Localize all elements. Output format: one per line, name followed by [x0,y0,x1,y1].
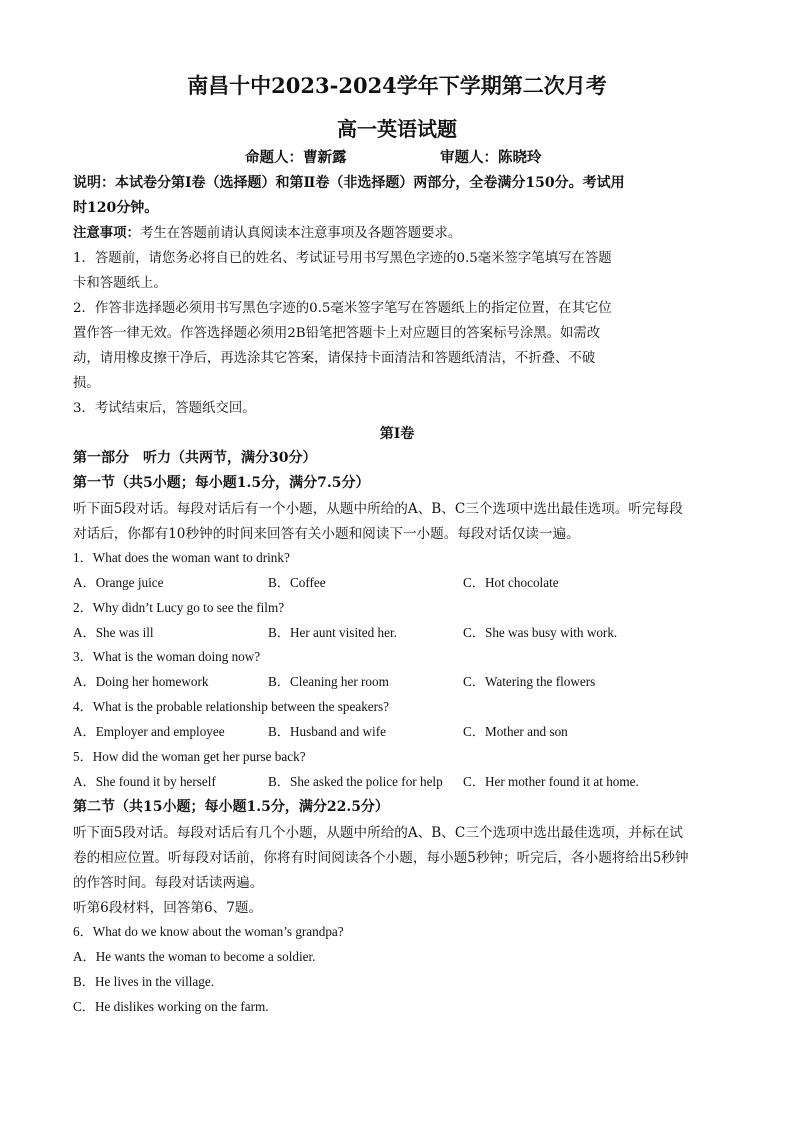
exam-title: 南昌十中2023-2024学年下学期第二次月考 [187,73,607,98]
section1-instruction-2: 对话后，你都有10秒钟的时间来回答有关小题和阅读下一小题。每段对话仅读一遍。 [73,526,580,542]
section2-instruction-2: 卷的相应位置。听每段对话前，你将有时间阅读各个小题，每小题5秒钟；听完后，各小题将给出5秒钟 [73,850,689,866]
question-3-option-c: C．Watering the flowers [463,674,596,689]
question-6-option-b: B．He lives in the village. [73,974,215,989]
setter-name: 命题人：曹新露 [245,149,347,166]
part1-heading: 第一部分 听力（共两节，满分30分） [73,450,317,466]
material-6-instruction: 听第6段材料，回答第6、7题。 [73,900,263,916]
question-1-stem: 1．What does the woman want to drink? [73,550,290,565]
intro-line-2: 时120分钟。 [73,200,159,216]
question-6-option-a: A．He wants the woman to become a soldier. [73,949,316,964]
notes-heading: 注意事项： [73,225,140,241]
question-2-stem: 2．Why didn’t Lucy go to see the film? [73,600,285,615]
volume-heading: 第Ⅰ卷 [379,426,415,442]
question-4-option-a: A．Employer and employee [73,724,225,739]
question-4-option-c: C．Mother and son [463,724,568,739]
question-6-stem: 6．What do we know about the woman’s grandpa? [73,924,344,939]
question-1-option-c: C．Hot chocolate [463,575,559,590]
section1-instruction-1: 听下面5段对话。每段对话后有一个小题，从题中所给的A、B、C三个选项中选出最佳选项。听完每段 [73,501,683,517]
note-1-line-a: 1．答题前，请您务必将自已的姓名、考试证号用书写黑色字迹的0.5毫米签字笔填写在答题 [73,251,612,266]
question-3-option-b: B．Cleaning her room [268,674,389,689]
notes-heading-rest: 考生在答题前请认真阅读本注意事项及各题答题要求。 [139,226,462,241]
question-5-stem: 5．How did the woman get her purse back? [73,749,306,764]
question-4-stem: 4．What is the probable relationship between the speakers? [73,699,390,714]
note-2-line-d: 损。 [73,376,100,391]
question-3-stem: 3．What is the woman doing now? [73,649,261,664]
question-1-option-a: A．Orange juice [73,575,164,590]
note-2-line-b: 置作答一律无效。作答选择题必须用2B铅笔把答题卡上对应题目的答案标号涂黑。如需改 [73,326,601,341]
reviewer-name: 审题人：陈晓玲 [440,149,542,166]
note-3: 3．考试结束后，答题纸交回。 [73,401,256,416]
question-1-option-b: B．Coffee [268,575,326,590]
question-6-option-c: C．He dislikes working on the farm. [73,999,269,1014]
exam-subtitle: 高一英语试题 [337,117,457,141]
question-2-option-c: C．She was busy with work. [463,625,618,640]
question-5-option-b: B．She asked the police for help [268,774,443,789]
question-5-option-a: A．She found it by herself [73,774,216,789]
notes-heading-line [73,222,461,241]
note-2-line-a: 2．作答非选择题必须用书写黑色字迹的0.5毫米签字笔写在答题纸上的指定位置，在其它位 [73,301,612,316]
section1-heading: 第一节（共5小题；每小题1.5分，满分7.5分） [73,475,370,491]
note-2-line-c: 动，请用橡皮擦干净后，再选涂其它答案，请保持卡面清洁和答题纸清洁，不折叠、不破 [73,351,596,366]
question-4-option-b: B．Husband and wife [268,724,386,739]
section2-heading: 第二节（共15小题；每小题1.5分，满分22.5分） [73,799,389,815]
section2-instruction-1: 听下面5段对话。每段对话后有几个小题，从题中所给的A、B、C三个选项中选出最佳选项，并标在试 [73,825,683,841]
question-5-option-c: C．Her mother found it at home. [463,774,639,789]
intro-line-1: 说明：本试卷分第Ⅰ卷（选择题）和第Ⅱ卷（非选择题）两部分，全卷满分150分。考试用 [73,175,625,191]
question-2-option-b: B．Her aunt visited her. [268,625,397,640]
section2-instruction-3: 的作答时间。每段对话读两遍。 [73,875,264,891]
question-3-option-a: A．Doing her homework [73,674,209,689]
note-1-line-b: 卡和答题纸上。 [73,276,167,291]
question-2-option-a: A．She was ill [73,625,154,640]
